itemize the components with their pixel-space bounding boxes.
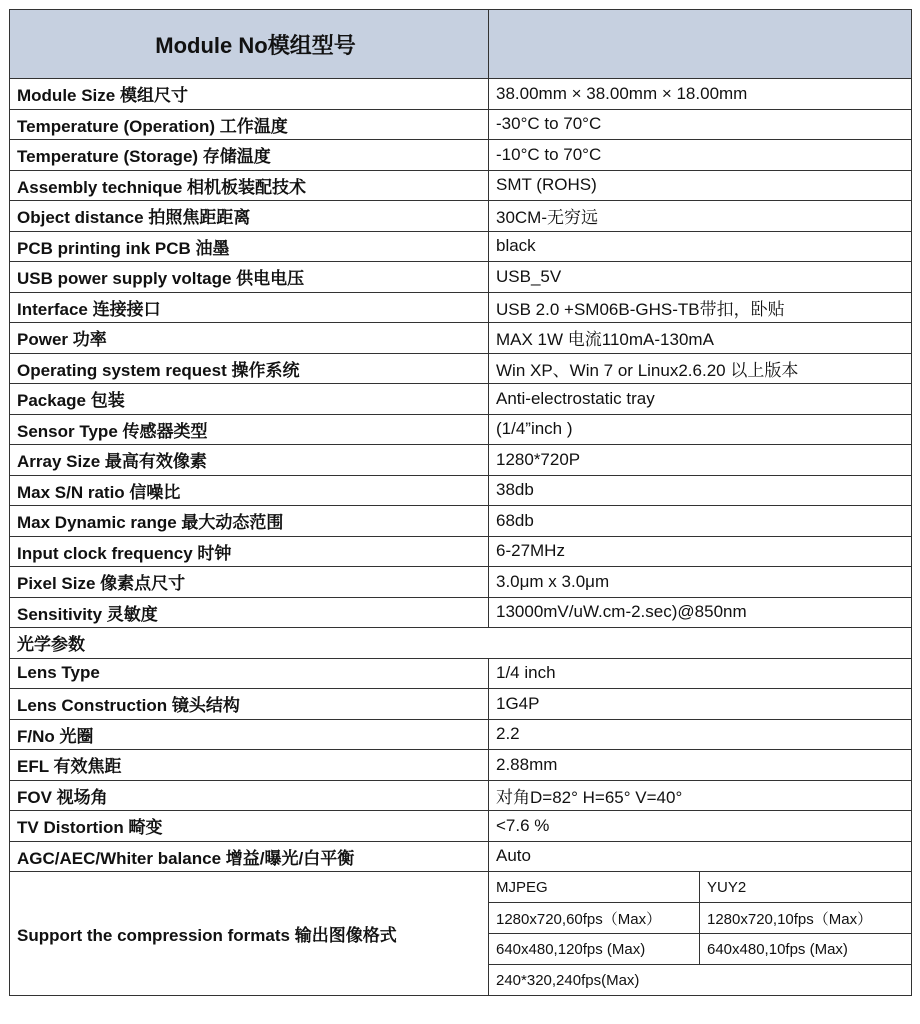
spec-value: (1/4”inch ) [489,414,912,445]
format-cell [700,965,912,996]
format-cell: 1280x720,60fps（Max） [489,903,700,934]
spec-label: Max S/N ratio 信噪比 [10,475,489,506]
spec-label: Package 包装 [10,384,489,415]
spec-value: 2.2 [489,719,912,750]
spec-value: black [489,231,912,262]
spec-row [10,353,912,384]
spec-row [10,841,912,872]
spec-label: Lens Construction 镜头结构 [10,689,489,720]
spec-label: Input clock frequency 时钟 [10,536,489,567]
spec-row [10,750,912,781]
module-no-title: Module No模组型号 [10,10,489,79]
spec-label: Array Size 最高有效像素 [10,445,489,476]
spec-row [10,140,912,171]
spec-label: Interface 连接接口 [10,292,489,323]
format-cell: 640x480,10fps (Max) [700,934,912,965]
optics-section-title: 光学参数 [10,628,912,659]
spec-value: USB_5V [489,262,912,293]
spec-value: 1280*720P [489,445,912,476]
format-cell: 240*320,240fps(Max) [489,965,700,996]
format-cell: 640x480,120fps (Max) [489,934,700,965]
spec-label: Object distance 拍照焦距距离 [10,201,489,232]
spec-row [10,597,912,628]
spec-row [10,445,912,476]
spec-value: 1G4P [489,689,912,720]
spec-label: Power 功率 [10,323,489,354]
spec-label: EFL 有效焦距 [10,750,489,781]
spec-label: PCB printing ink PCB 油墨 [10,231,489,262]
spec-row [10,231,912,262]
optics-section-row [10,628,912,659]
mjpeg-header: MJPEG [489,872,700,903]
spec-row [10,719,912,750]
spec-value: MAX 1W 电流110mA-130mA [489,323,912,354]
spec-row [10,292,912,323]
spec-row [10,536,912,567]
spec-label: Temperature (Operation) 工作温度 [10,109,489,140]
spec-value: 38db [489,475,912,506]
formats-row [10,872,912,996]
spec-row [10,170,912,201]
spec-label: Lens Type [10,658,489,689]
spec-row [10,109,912,140]
formats-cell [489,872,912,996]
spec-label: Temperature (Storage) 存储温度 [10,140,489,171]
spec-label: Sensitivity 灵敏度 [10,597,489,628]
spec-table [9,9,912,996]
spec-label: TV Distortion 畸变 [10,811,489,842]
spec-row [10,323,912,354]
spec-label: Pixel Size 像素点尺寸 [10,567,489,598]
spec-value: 6-27MHz [489,536,912,567]
spec-label: AGC/AEC/Whiter balance 增益/曝光/白平衡 [10,841,489,872]
spec-sheet [9,9,911,1012]
spec-row [10,414,912,445]
spec-value: 3.0μm x 3.0μm [489,567,912,598]
spec-label: FOV 视场角 [10,780,489,811]
spec-row [10,506,912,537]
spec-value: USB 2.0 +SM06B-GHS-TB带扣，卧贴 [489,292,912,323]
spec-row [10,475,912,506]
format-cell: 1280x720,10fps（Max） [700,903,912,934]
spec-label: Sensor Type 传感器类型 [10,414,489,445]
spec-label: Assembly technique 相机板装配技术 [10,170,489,201]
spec-value: -30°C to 70°C [489,109,912,140]
spec-value: SMT (ROHS) [489,170,912,201]
spec-value: 2.88mm [489,750,912,781]
spec-value: 30CM-无穷远 [489,201,912,232]
spec-value: 38.00mm × 38.00mm × 18.00mm [489,79,912,110]
spec-row [10,567,912,598]
formats-table [489,872,911,995]
spec-value: -10°C to 70°C [489,140,912,171]
spec-value: 对角D=82° H=65° V=40° [489,780,912,811]
spec-row [10,658,912,689]
spec-value: 1/4 inch [489,658,912,689]
spec-row [10,689,912,720]
spec-row [10,79,912,110]
header-row [10,10,912,79]
spec-value: Anti-electrostatic tray [489,384,912,415]
spec-label: F/No 光圈 [10,719,489,750]
spec-value: 13000mV/uW.cm-2.sec)@850nm [489,597,912,628]
spec-row [10,262,912,293]
spec-value: 68db [489,506,912,537]
spec-value: Win XP、Win 7 or Linux2.6.20 以上版本 [489,353,912,384]
spec-label: Operating system request 操作系统 [10,353,489,384]
formats-label: Support the compression formats 输出图像格式 [10,872,489,996]
spec-row [10,384,912,415]
spec-label: Module Size 模组尺寸 [10,79,489,110]
spec-value: <7.6 % [489,811,912,842]
spec-label: Max Dynamic range 最大动态范围 [10,506,489,537]
spec-row [10,811,912,842]
spec-row [10,780,912,811]
yuy2-header: YUY2 [707,878,747,896]
spec-value: Auto [489,841,912,872]
spec-row [10,201,912,232]
module-no-value [489,10,912,79]
spec-label: USB power supply voltage 供电电压 [10,262,489,293]
